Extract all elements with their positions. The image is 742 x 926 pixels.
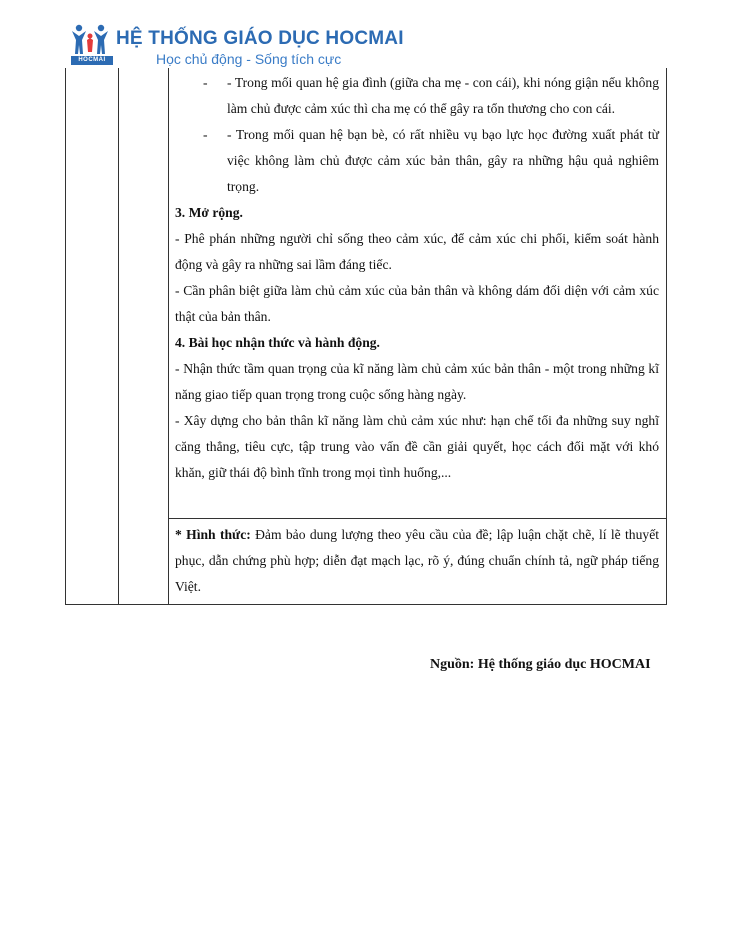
list-item — [175, 122, 659, 200]
section-heading: 3. Mở rộng. — [175, 205, 243, 220]
table-divider-1 — [118, 68, 119, 605]
source-note: Nguồn: Hệ thống giáo dục HOCMAI — [430, 657, 651, 672]
paragraph: - Cần phân biệt giữa làm chủ cảm xúc của bản thân và không dám đối diện với cảm xúc thật của bản thân. — [175, 283, 659, 324]
brand-slogan: Học chủ động - Sống tích cực — [156, 51, 342, 67]
bullet-marker: - — [203, 75, 208, 90]
paragraph: - Xây dựng cho bản thân kĩ năng làm chủ cảm xúc như: hạn chế tối đa những suy nghĩ căng thẳng, tiêu cực, tập trung vào vấn đề cần giải quyết, học cách đối mặt với khó khăn, giữ thái độ bình tĩnh trong mọi tình huống,... — [175, 413, 659, 480]
form-text: Đảm bảo dung lượng theo yêu cầu của đề; lập luận chặt chẽ, lí lẽ thuyết phục, dẫn chứng phù hợp; diễn đạt mạch lạc, rõ ý, đúng chuẩn chính tả, ngữ pháp tiếng Việt. — [175, 527, 659, 594]
bullet-text: - Trong mối quan hệ gia đình (giữa cha mẹ - con cái), khi nóng giận nếu không làm chủ được cảm xúc thì cha mẹ có thể gây ra tổn thương cho con cái. — [227, 75, 659, 116]
logo-label: HOCMAI — [71, 56, 113, 65]
paragraph — [175, 522, 659, 600]
table-divider-2 — [168, 68, 169, 605]
bullet-marker: - — [203, 127, 208, 142]
table-border-left — [65, 68, 66, 605]
list-item — [175, 70, 659, 122]
table-row-divider — [168, 518, 667, 519]
paragraph: - Nhận thức tầm quan trọng của kĩ năng làm chủ cảm xúc bản thân - một trong những kĩ năng giao tiếp quan trọng trong cuộc sống hàng ngày. — [175, 361, 659, 402]
paragraph: - Phê phán những người chỉ sống theo cảm xúc, để cảm xúc chi phối, kiểm soát hành động và gây ra những sai lầm đáng tiếc. — [175, 231, 659, 272]
table-border-bottom — [65, 604, 667, 605]
answer-content — [175, 70, 659, 486]
table-border-right — [666, 68, 667, 605]
form-label: * Hình thức: — [175, 527, 251, 542]
section-heading: 4. Bài học nhận thức và hành động. — [175, 335, 380, 350]
brand-title: HỆ THỐNG GIÁO DỤC HOCMAI — [116, 28, 404, 49]
bullet-text: - Trong mối quan hệ bạn bè, có rất nhiều vụ bạo lực học đường xuất phát từ việc không làm chủ được cảm xúc bản thân, gây ra những hậu quả nghiêm trọng. — [227, 127, 659, 194]
form-criteria — [175, 522, 659, 600]
page-header — [70, 22, 404, 70]
